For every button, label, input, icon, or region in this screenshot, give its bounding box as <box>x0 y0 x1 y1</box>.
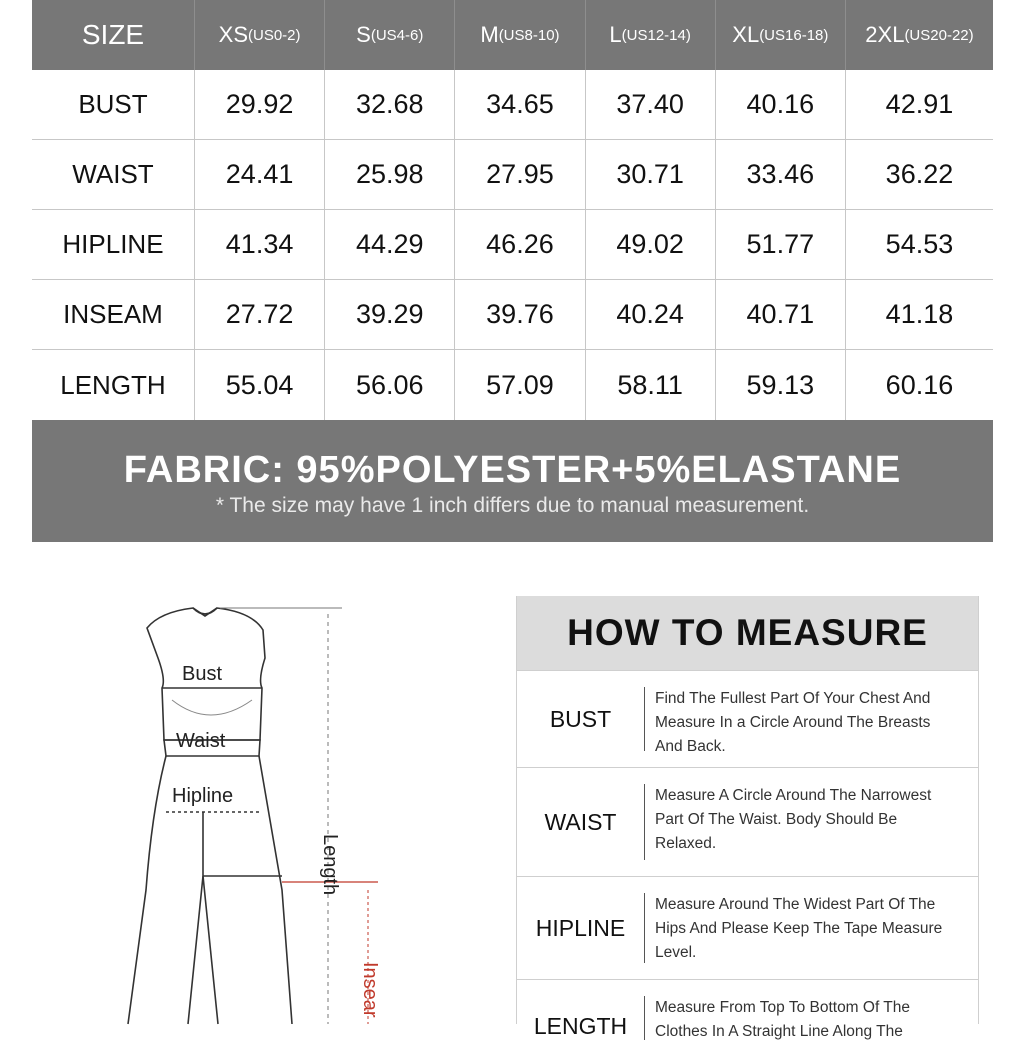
table-cell: 29.92 <box>195 70 325 140</box>
table-row-hipline <box>32 210 993 280</box>
row-label: WAIST <box>32 140 195 210</box>
size-table-header <box>32 0 993 70</box>
table-cell: 57.09 <box>455 350 585 420</box>
table-row-waist <box>32 140 993 210</box>
table-cell: 30.71 <box>586 140 716 210</box>
table-cell: 56.06 <box>325 350 455 420</box>
measure-description: Measure From Top To Bottom Of The Clothes In A Straight Line Along The <box>644 996 978 1040</box>
how-to-measure-title: HOW TO MEASURE <box>517 596 978 670</box>
measure-name: WAIST <box>544 808 617 835</box>
table-cell: 46.26 <box>455 210 585 280</box>
measure-description: Measure A Circle Around The Narrowest Part Of The Waist. Body Should Be Relaxed. <box>644 784 978 860</box>
table-cell: 34.65 <box>455 70 585 140</box>
label-inseam: Insear <box>359 962 381 1018</box>
header-l: L (US12-14) <box>586 0 716 70</box>
table-cell: 36.22 <box>846 140 993 210</box>
row-label: BUST <box>32 70 195 140</box>
table-cell: 32.68 <box>325 70 455 140</box>
table-cell: 58.11 <box>586 350 716 420</box>
header-s: S (US4-6) <box>325 0 455 70</box>
label-waist: Waist <box>176 730 226 752</box>
table-cell: 44.29 <box>325 210 455 280</box>
measure-name: HIPLINE <box>535 914 626 941</box>
table-cell: 27.72 <box>195 280 325 350</box>
table-cell: 33.46 <box>716 140 846 210</box>
table-cell: 25.98 <box>325 140 455 210</box>
fabric-banner <box>32 420 993 542</box>
row-label: HIPLINE <box>32 210 195 280</box>
table-cell: 54.53 <box>846 210 993 280</box>
table-cell: 42.91 <box>846 70 993 140</box>
header-m: M (US8-10) <box>455 0 585 70</box>
row-label: INSEAM <box>32 280 195 350</box>
table-cell: 49.02 <box>586 210 716 280</box>
measure-row-waist <box>517 767 978 876</box>
how-to-measure-panel <box>516 596 979 1040</box>
size-chart-table <box>32 0 993 420</box>
label-hipline: Hipline <box>172 785 234 807</box>
header-xs: XS (US0-2) <box>195 0 325 70</box>
measure-description: Find The Fullest Part Of Your Chest And Measure In a Circle Around The Breasts And Back. <box>644 687 978 751</box>
table-cell: 40.16 <box>716 70 846 140</box>
table-row-length <box>32 350 993 420</box>
table-cell: 39.76 <box>455 280 585 350</box>
table-cell: 27.95 <box>455 140 585 210</box>
table-cell: 59.13 <box>716 350 846 420</box>
label-bust: Bust <box>182 663 223 685</box>
header-size: SIZE <box>32 0 195 70</box>
fabric-title: FABRIC: 95%POLYESTER+5%ELASTANE <box>123 449 902 491</box>
table-cell: 41.34 <box>195 210 325 280</box>
measure-row-bust <box>517 670 978 767</box>
header-xl: XL (US16-18) <box>716 0 846 70</box>
table-cell: 55.04 <box>195 350 325 420</box>
table-cell: 40.24 <box>586 280 716 350</box>
header-2xl: 2XL (US20-22) <box>865 22 974 47</box>
measure-name: BUST <box>549 705 612 732</box>
table-cell: 24.41 <box>195 140 325 210</box>
table-cell: 40.71 <box>716 280 846 350</box>
jumpsuit-diagram <box>100 590 400 1024</box>
table-row-inseam <box>32 280 993 350</box>
table-cell: 51.77 <box>716 210 846 280</box>
label-length: Length <box>319 834 341 896</box>
measure-name: LENGTH <box>533 1013 628 1039</box>
measure-row-hipline <box>517 876 978 979</box>
table-row-bust <box>32 70 993 140</box>
row-label: LENGTH <box>32 350 195 420</box>
table-cell: 41.18 <box>846 280 993 350</box>
measure-description: Measure Around The Widest Part Of The Hips And Please Keep The Tape Measure Level. <box>644 893 978 963</box>
measure-row-length <box>517 979 978 1040</box>
measurement-note: * The size may have 1 inch differs due to manual measurement. <box>215 494 810 517</box>
table-cell: 39.29 <box>325 280 455 350</box>
table-cell: 60.16 <box>885 369 954 400</box>
table-cell: 37.40 <box>586 70 716 140</box>
